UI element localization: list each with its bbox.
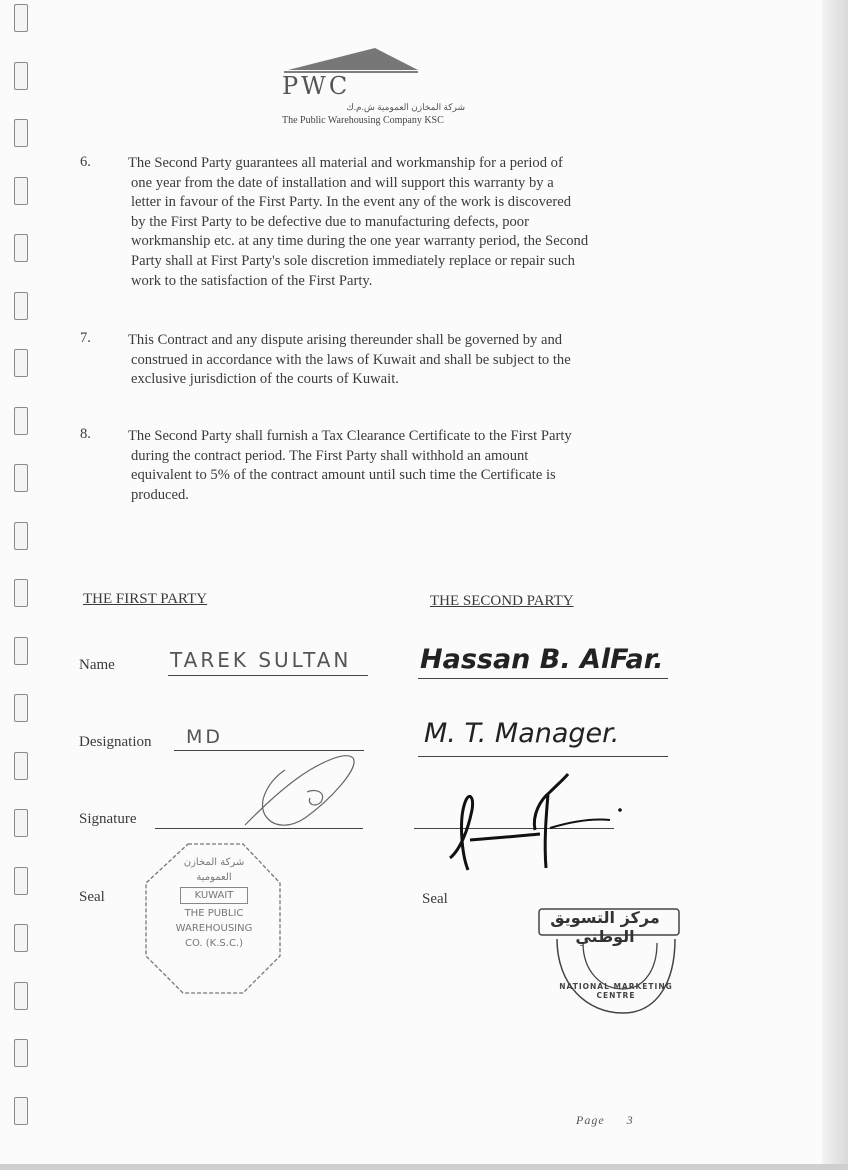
clause-line: one year from the date of installation and will support this warranty by a	[131, 174, 554, 191]
binder-hole	[14, 982, 28, 1010]
binder-hole	[14, 809, 28, 837]
binder-hole	[14, 522, 28, 550]
binder-hole	[14, 119, 28, 147]
clause-line: The Second Party shall furnish a Tax Clearance Certificate to the First Party	[128, 428, 572, 444]
second-party-heading: THE SECOND PARTY	[430, 593, 574, 609]
binder-hole	[14, 924, 28, 952]
clause-line: workmanship etc. at any time during the one year warranty period, the Second	[131, 233, 589, 250]
clause-line: by the First Party to be defective due to manufacturing defects, poor	[131, 213, 529, 230]
company-name-arabic: شركة المخازن العمومية ش.م.ك	[346, 102, 465, 112]
company-name: The Public Warehousing Company KSC	[282, 115, 444, 126]
clause-line: equivalent to 5% of the contract amount until such time the Certificate is	[131, 467, 556, 484]
first-party-heading: THE FIRST PARTY	[83, 591, 208, 607]
designation-label: Designation	[79, 734, 152, 750]
second-party-signature	[440, 770, 630, 880]
binder-hole	[14, 1097, 28, 1125]
binder-hole	[14, 637, 28, 665]
page-number	[576, 1113, 634, 1128]
clause-line: work to the satisfaction of the First Party.	[131, 272, 373, 289]
first-party-seal-label: Seal	[79, 889, 105, 905]
clause-8	[128, 427, 668, 505]
clause-line: The Second Party guarantees all material and workmanship for a period of	[128, 155, 563, 171]
binder-hole	[14, 867, 28, 895]
second-party-designation-line	[418, 756, 668, 757]
page-bottom-edge	[0, 1164, 848, 1170]
clause-7-number: 7.	[80, 330, 91, 346]
binder-hole	[14, 407, 28, 435]
stamp-line: شركة المخازن	[183, 857, 245, 868]
page-edge-shadow	[822, 0, 848, 1170]
clause-line: letter in favour of the First Party. In the event any of the work is discovered	[131, 194, 571, 211]
first-party-designation-handwritten: MD	[186, 726, 224, 748]
binder-hole	[14, 694, 28, 722]
binder-hole	[14, 349, 28, 377]
clause-line: construed in accordance with the laws of Kuwait and shall be subject to the	[131, 351, 571, 368]
signature-label: Signature	[79, 811, 137, 827]
stamp-line: WAREHOUSING	[175, 923, 253, 934]
clause-line: This Contract and any dispute arising thereunder shall be governed by and	[128, 332, 563, 348]
binder-hole	[14, 752, 28, 780]
clause-line: produced.	[131, 486, 189, 503]
clause-line: exclusive jurisdiction of the courts of Kuwait.	[131, 371, 399, 388]
second-party-designation-handwritten: M. T. Manager.	[424, 718, 620, 749]
stamp-line: CO. (K.S.C.)	[184, 938, 244, 949]
name-label: Name	[79, 657, 115, 673]
name-line	[168, 675, 368, 676]
second-party-stamp-arabic: مركز التسويق الوطني	[550, 908, 660, 946]
second-party-name-handwritten: Hassan B. AlFar.	[420, 644, 664, 675]
second-party-seal-label: Seal	[422, 891, 448, 907]
second-party-name-line	[418, 678, 668, 679]
binder-hole	[14, 234, 28, 262]
clause-line: Party shall at First Party's sole discretion immediately replace or repair such	[131, 252, 575, 269]
page-label: Page	[576, 1113, 605, 1127]
first-party-stamp-text	[160, 855, 268, 951]
first-party-name-handwritten: TAREK SULTAN	[170, 648, 352, 672]
second-party-stamp-text: NATIONAL MARKETING CENTRE	[559, 982, 673, 1000]
clause-line: during the contract period. The First Party shall withhold an amount	[131, 447, 529, 464]
binder-hole	[14, 1039, 28, 1067]
binder-hole	[14, 579, 28, 607]
binder-hole	[14, 4, 28, 32]
first-party-signature-scribble	[235, 740, 365, 835]
page-number-value: 3	[626, 1113, 634, 1127]
binder-hole	[14, 177, 28, 205]
binder-hole	[14, 292, 28, 320]
stamp-line: KUWAIT	[180, 887, 248, 904]
binder-hole	[14, 464, 28, 492]
stamp-line: العمومية	[196, 872, 232, 883]
stamp-line: THE PUBLIC	[184, 908, 244, 919]
clause-7	[128, 331, 668, 390]
clause-8-number: 8.	[80, 426, 91, 442]
binder-hole	[14, 62, 28, 90]
clause-6-number: 6.	[80, 154, 91, 170]
clause-6	[128, 154, 668, 291]
company-logo	[280, 46, 470, 126]
logo-text: PWC	[282, 72, 351, 100]
